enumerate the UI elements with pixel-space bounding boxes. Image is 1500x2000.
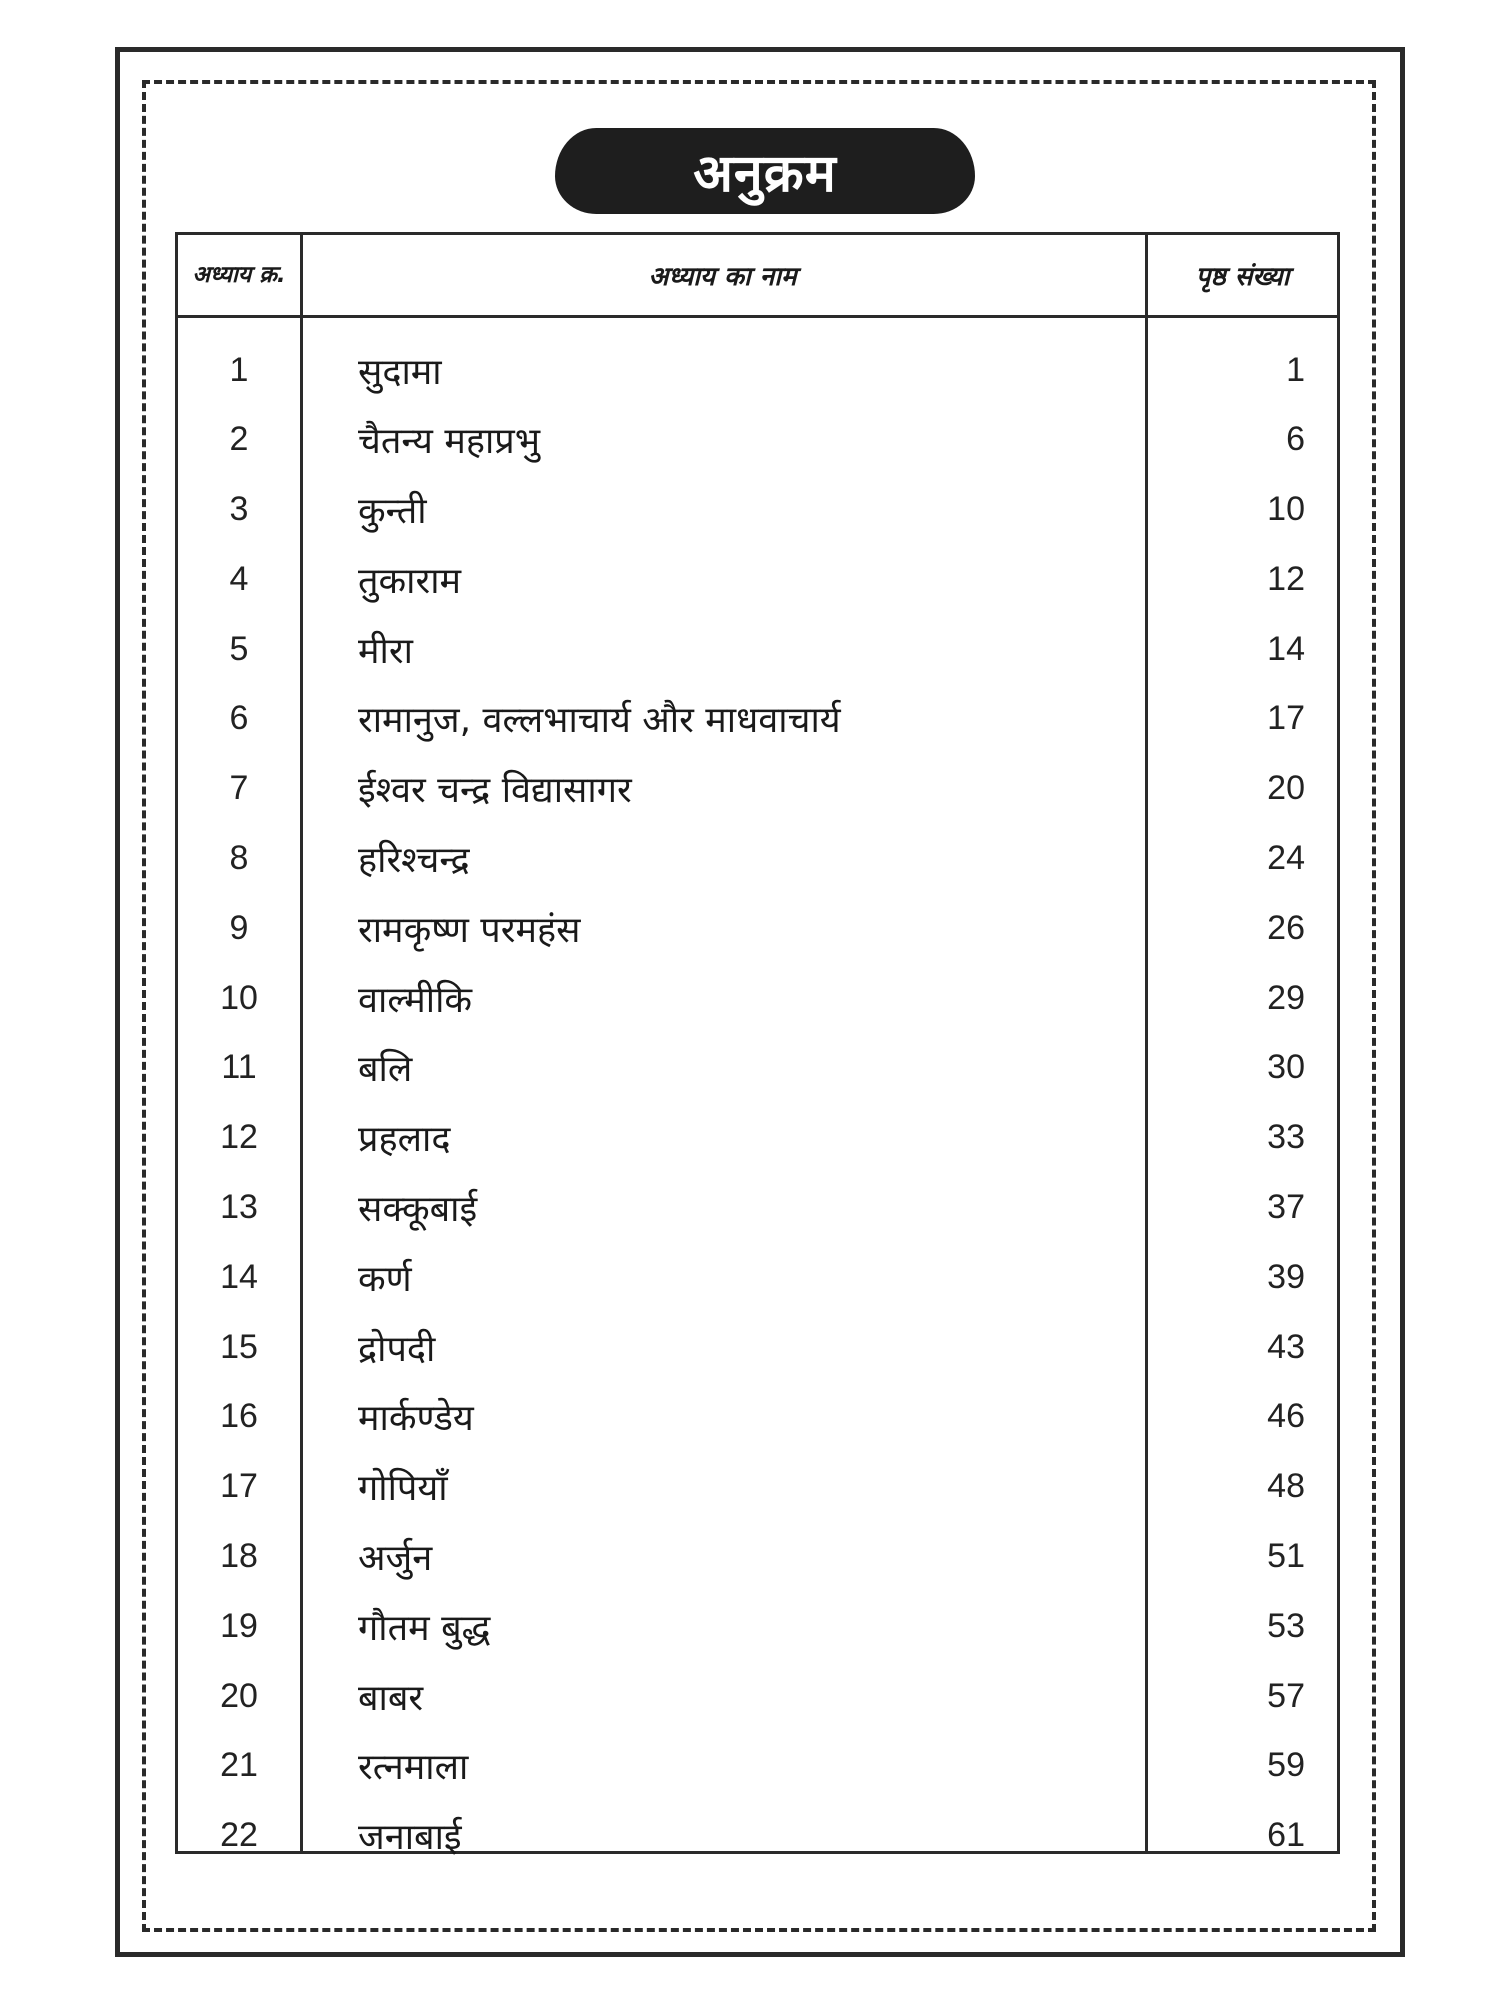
- chapter-number: 7: [229, 769, 249, 808]
- page-number: 26: [1267, 908, 1305, 947]
- table-row: [178, 1242, 1337, 1312]
- chapter-name: बलि: [358, 1049, 413, 1091]
- page-title-text: अनुक्रम: [693, 143, 837, 204]
- table-row: [178, 1452, 1337, 1522]
- table-row: [178, 1591, 1337, 1661]
- page-number: 46: [1267, 1397, 1305, 1436]
- chapter-number: 4: [229, 559, 249, 598]
- chapter-name: गौतम बुद्ध: [358, 1607, 491, 1649]
- page-title: [555, 128, 975, 214]
- chapter-number: 10: [220, 978, 258, 1017]
- chapter-number: 17: [220, 1467, 258, 1506]
- header-page-number: पृष्ठ संख्या: [1195, 262, 1290, 292]
- chapter-name: रामकृष्ण परमहंस: [358, 909, 581, 951]
- table-row: [178, 614, 1337, 684]
- page-number: 51: [1267, 1537, 1305, 1576]
- chapter-name: मीरा: [358, 630, 413, 672]
- table-row: [178, 824, 1337, 894]
- chapter-name: रत्नमाला: [358, 1747, 469, 1789]
- chapter-number: 5: [229, 629, 249, 668]
- chapter-number: 21: [220, 1746, 258, 1785]
- chapter-number: 18: [220, 1537, 258, 1576]
- page-number: 29: [1267, 978, 1305, 1017]
- chapter-name: सुदामा: [358, 351, 442, 393]
- table-row: [178, 1661, 1337, 1731]
- page-number: 14: [1267, 629, 1305, 668]
- table-row: [178, 1312, 1337, 1382]
- chapter-name: कर्ण: [358, 1258, 412, 1300]
- chapter-number: 14: [220, 1257, 258, 1296]
- table-row: [178, 1103, 1337, 1173]
- table-row: [178, 544, 1337, 614]
- page-number: 37: [1267, 1188, 1305, 1227]
- chapter-number: 1: [229, 350, 249, 389]
- chapter-name: तुकाराम: [358, 560, 462, 602]
- page-number: 10: [1267, 490, 1305, 529]
- page-number: 33: [1267, 1118, 1305, 1157]
- header-chapter-name: अध्याय का नाम: [648, 262, 797, 292]
- page-number: 1: [1286, 350, 1305, 389]
- chapter-number: 9: [229, 908, 249, 947]
- chapter-name: वाल्मीकि: [358, 979, 473, 1021]
- page-number: 17: [1267, 699, 1305, 738]
- table-row: [178, 1382, 1337, 1452]
- chapter-name: मार्कण्डेय: [358, 1398, 474, 1440]
- table-row: [178, 1731, 1337, 1801]
- chapter-name: बाबर: [358, 1677, 424, 1719]
- table-row: [178, 1801, 1337, 1871]
- page-number: 30: [1267, 1048, 1305, 1087]
- table-row: [178, 893, 1337, 963]
- page-number: 6: [1286, 420, 1305, 459]
- page-number: 39: [1267, 1257, 1305, 1296]
- chapter-name: ईश्वर चन्द्र विद्यासागर: [358, 770, 632, 812]
- chapter-number: 13: [220, 1188, 258, 1227]
- chapter-number: 12: [220, 1118, 258, 1157]
- chapter-number: 2: [229, 420, 249, 459]
- page-number: 24: [1267, 839, 1305, 878]
- chapter-name: हरिश्चन्द्र: [358, 840, 470, 882]
- chapter-number: 22: [220, 1816, 258, 1855]
- table-row: [178, 475, 1337, 545]
- chapter-number: 19: [220, 1606, 258, 1645]
- chapter-number: 6: [229, 699, 249, 738]
- table-row: [178, 684, 1337, 754]
- chapter-name: चैतन्य महाप्रभु: [358, 421, 541, 463]
- chapter-number: 8: [229, 839, 249, 878]
- chapter-number: 11: [221, 1048, 257, 1087]
- chapter-number: 20: [220, 1676, 258, 1715]
- table-row: [178, 1522, 1337, 1592]
- table-body: [178, 335, 1337, 1871]
- page-number: 59: [1267, 1746, 1305, 1785]
- table-row: [178, 963, 1337, 1033]
- chapter-name: रामानुज, वल्लभाचार्य और माधवाचार्य: [358, 700, 841, 742]
- table-header-row: [178, 235, 1337, 318]
- chapter-name: कुन्ती: [358, 491, 427, 533]
- table-row: [178, 1033, 1337, 1103]
- contents-table: [175, 232, 1340, 1859]
- page-number: 43: [1267, 1327, 1305, 1366]
- chapter-name: सक्कूबाई: [358, 1189, 478, 1231]
- table-row: [178, 405, 1337, 475]
- page-number: 12: [1267, 559, 1305, 598]
- chapter-name: अर्जुन: [358, 1538, 433, 1580]
- chapter-number: 15: [220, 1327, 258, 1366]
- table-row: [178, 1173, 1337, 1243]
- page-number: 57: [1267, 1676, 1305, 1715]
- table-row: [178, 335, 1337, 405]
- page-number: 53: [1267, 1606, 1305, 1645]
- chapter-name: प्रहलाद: [358, 1119, 451, 1161]
- chapter-name: जनाबाई: [358, 1817, 462, 1859]
- chapter-number: 3: [229, 490, 249, 529]
- page-number: 61: [1267, 1816, 1305, 1855]
- table-row: [178, 754, 1337, 824]
- page-number: 20: [1267, 769, 1305, 808]
- header-chapter-number: अध्याय क्र.: [192, 262, 286, 288]
- chapter-name: गोपियाँ: [358, 1468, 448, 1510]
- chapter-name: द्रोपदी: [358, 1328, 436, 1370]
- page-number: 48: [1267, 1467, 1305, 1506]
- chapter-number: 16: [220, 1397, 258, 1436]
